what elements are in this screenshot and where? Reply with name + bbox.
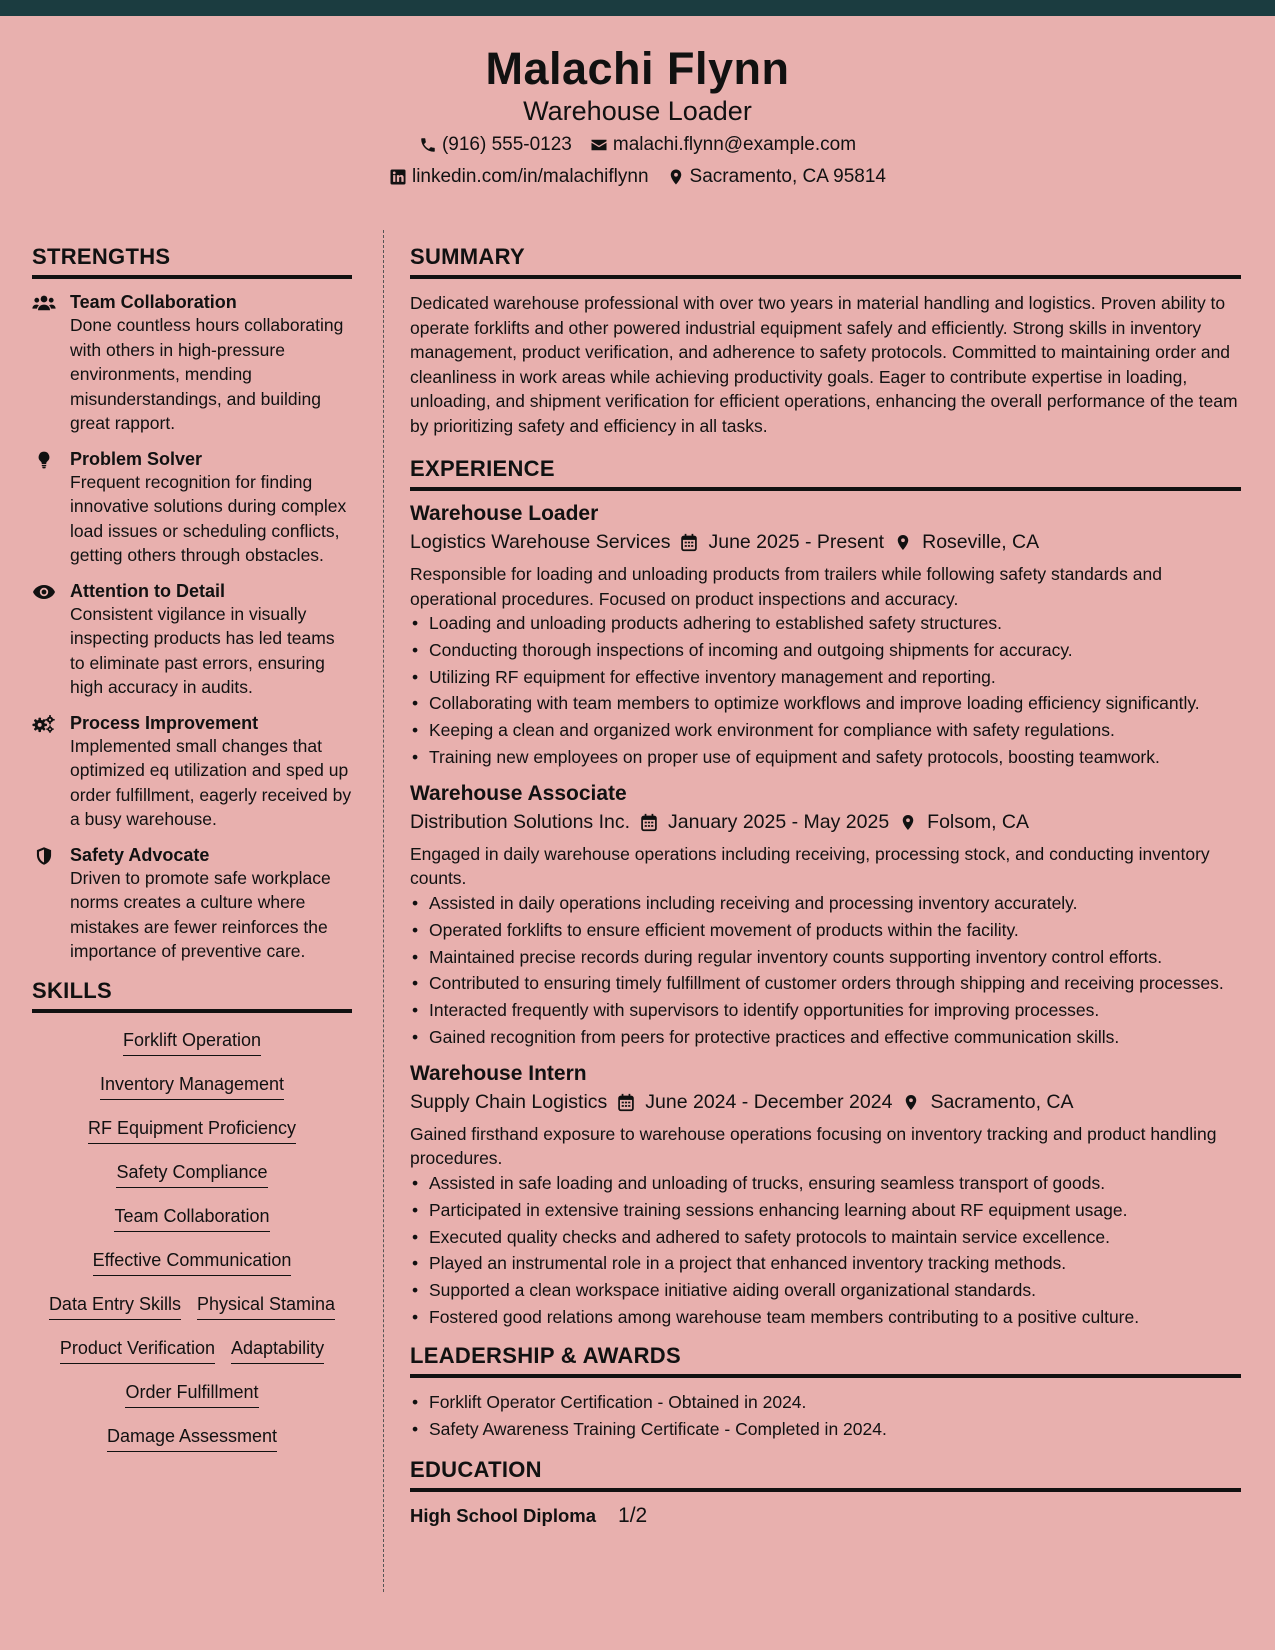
leadership-list [410, 1390, 1241, 1441]
skill-tag: RF Equipment Proficiency [88, 1117, 296, 1144]
candidate-role: Warehouse Loader [523, 96, 752, 126]
skill-tag: Damage Assessment [107, 1425, 277, 1452]
list-item: • Interacted frequently with supervisors to identify opportunities for improving processes. [410, 998, 1241, 1022]
list-item: • Contributed to ensuring timely fulfillment of customer orders through shipping and receiving processes. [410, 971, 1241, 995]
education-heading: EDUCATION [410, 1457, 1241, 1492]
resume-header [0, 16, 1275, 204]
job-description: Engaged in daily warehouse operations including receiving, processing stock, and conducting inventory counts. [410, 843, 1210, 889]
job-meta [410, 811, 1241, 834]
contact-row-1 [0, 134, 1275, 156]
strength-desc: Driven to promote safe workplace norms creates a culture where mistakes are fewer reinforces the importance of preventive care. [70, 867, 331, 961]
job-company: Supply Chain Logistics [410, 1090, 608, 1113]
job-bullets [410, 611, 1241, 769]
list-item: • Keeping a clean and organized work environment for compliance with safety regulations. [410, 718, 1241, 742]
column-divider [383, 230, 384, 1592]
strength-item [32, 712, 352, 832]
page-number: 1/2 [618, 1503, 648, 1527]
list-item: • Utilizing RF equipment for effective inventory management and reporting. [410, 665, 1241, 689]
list-item: • Fostered good relations among warehouse team members contributing to a positive culture. [410, 1305, 1241, 1329]
list-item: • Training new employees on proper use of equipment and safety protocols, boosting teamwork. [410, 745, 1241, 769]
email-contact[interactable] [590, 134, 856, 156]
job-location: Folsom, CA [927, 810, 1030, 833]
job-meta [410, 1091, 1241, 1114]
strength-item [32, 291, 352, 436]
job-company: Distribution Solutions Inc. [410, 810, 631, 833]
map-pin-icon [667, 168, 685, 186]
skill-tag: Physical Stamina [197, 1293, 335, 1320]
calendar-icon [680, 533, 698, 552]
list-item: • Assisted in daily operations including receiving and processing inventory accurately. [410, 891, 1241, 915]
skills-list [32, 1025, 352, 1452]
calendar-icon [640, 813, 658, 832]
job-entry [410, 781, 1241, 1049]
top-bar [0, 0, 1275, 16]
skill-tag: Team Collaboration [114, 1205, 269, 1232]
summary-heading: SUMMARY [410, 244, 1241, 279]
phone-icon [419, 136, 437, 154]
list-item: • Operated forklifts to ensure efficient movement of products within the facility. [410, 918, 1241, 942]
job-title: Warehouse Loader [410, 502, 599, 525]
education-degree: High School Diploma [410, 1504, 597, 1526]
location-text: Sacramento, CA 95814 [689, 166, 887, 187]
list-item: • Collaborating with team members to optimize workflows and improve loading efficiency significantly. [410, 691, 1241, 715]
email-text[interactable]: malachi.flynn@example.com [612, 134, 857, 155]
list-item: • Loading and unloading products adhering to established safety structures. [410, 611, 1241, 635]
list-item: • Participated in extensive training sessions enhancing learning about RF equipment usage. [410, 1198, 1241, 1222]
linkedin-text[interactable]: linkedin.com/in/malachiflynn [411, 166, 649, 187]
strength-item [32, 448, 352, 568]
job-dates: January 2025 - May 2025 [668, 810, 890, 833]
strength-desc: Consistent vigilance in visually inspecting products has led teams to eliminate past errors, ensuring high accuracy in audits. [70, 603, 335, 697]
strength-title: Safety Advocate [70, 844, 210, 865]
education-entry [410, 1504, 1241, 1528]
linkedin-icon [389, 168, 407, 186]
strength-item [32, 580, 352, 700]
shield-icon [32, 846, 56, 866]
strength-desc: Implemented small changes that optimized eq utilization and sped up order fulfillment, eagerly received by a busy warehouse. [70, 735, 352, 829]
lightbulb-icon [32, 450, 56, 470]
job-bullets [410, 891, 1241, 1049]
list-item: • Supported a clean workspace initiative aiding overall organizational standards. [410, 1278, 1241, 1302]
skill-tag: Inventory Management [100, 1073, 284, 1100]
phone-text: (916) 555-0123 [441, 134, 572, 155]
map-pin-icon [894, 533, 912, 552]
job-title: Warehouse Associate [410, 781, 627, 805]
job-dates: June 2025 - Present [708, 531, 885, 553]
skill-tag: Data Entry Skills [49, 1293, 181, 1320]
job-title: Warehouse Intern [410, 1061, 587, 1085]
skill-tag: Forklift Operation [123, 1029, 261, 1056]
map-pin-icon [899, 813, 917, 832]
strength-desc: Frequent recognition for finding innovative solutions during complex load issues or scheduling conflicts, getting others through obstacles. [70, 471, 347, 565]
skill-tag: Adaptability [231, 1337, 324, 1364]
job-location: Sacramento, CA [930, 1090, 1074, 1113]
map-pin-icon [902, 1093, 920, 1112]
calendar-icon [617, 1093, 635, 1112]
job-meta [410, 531, 1241, 554]
leadership-heading: LEADERSHIP & AWARDS [410, 1343, 1241, 1378]
job-entry [410, 501, 1241, 769]
strength-title: Attention to Detail [70, 580, 225, 601]
skill-tag: Product Verification [60, 1337, 215, 1364]
list-item: • Safety Awareness Training Certificate - Completed in 2024. [410, 1417, 1241, 1441]
strength-item [32, 844, 352, 964]
skill-tag: Effective Communication [93, 1249, 292, 1276]
strength-title: Process Improvement [70, 712, 259, 733]
experience-heading: EXPERIENCE [410, 456, 1241, 491]
job-location: Roseville, CA [922, 531, 1040, 553]
strength-title: Team Collaboration [70, 292, 237, 312]
envelope-icon [590, 136, 608, 154]
list-item: • Forklift Operator Certification - Obtained in 2024. [410, 1390, 1241, 1414]
left-column [32, 244, 352, 1469]
job-dates: June 2024 - December 2024 [645, 1090, 893, 1113]
candidate-name: Malachi Flynn [485, 43, 790, 94]
contact-row-2 [0, 166, 1275, 188]
skill-tag: Order Fulfillment [125, 1381, 258, 1408]
job-entry [410, 1061, 1241, 1329]
list-item: • Executed quality checks and adhered to safety protocols to maintain service excellence. [410, 1225, 1241, 1249]
list-item: • Played an instrumental role in a project that enhanced inventory tracking methods. [410, 1251, 1241, 1275]
users-icon [32, 293, 56, 313]
strength-title: Problem Solver [70, 448, 203, 469]
strength-desc: Done countless hours collaborating with others in high-pressure environments, mending misunderstandings, and building great rapport. [70, 315, 344, 433]
job-description: Gained firsthand exposure to warehouse operations focusing on inventory tracking and product handling procedures. [410, 1123, 1217, 1169]
gears-icon [32, 714, 56, 734]
job-description: Responsible for loading and unloading products from trailers while following safety standards and operational procedures. Focused on product inspections and accuracy. [410, 564, 1162, 609]
summary-text: Dedicated warehouse professional with over two years in material handling and logistics. Proven ability to operate forklifts and other powered industrial equipment safely and efficiently. Strong skills in inventory management, product verification, and adherence to safety protocols. Committed to maintaining order and cleanliness in work areas while achieving productivity goals. Eager to contribute expertise in loading, unloading, and shipment verification for efficient operations, enhancing the overall performance of the team by prioritizing safety and efficiency in all tasks. [410, 293, 1238, 436]
list-item: • Maintained precise records during regular inventory counts supporting inventory control efforts. [410, 945, 1241, 969]
location-contact [667, 166, 886, 188]
right-column [410, 244, 1241, 1528]
eye-icon [32, 582, 56, 602]
list-item: • Assisted in safe loading and unloading of trucks, ensuring seamless transport of goods. [410, 1171, 1241, 1195]
phone-contact [419, 134, 572, 156]
skill-tag: Safety Compliance [116, 1161, 267, 1188]
job-bullets [410, 1171, 1241, 1329]
linkedin-contact[interactable] [389, 166, 649, 188]
job-company: Logistics Warehouse Services [410, 531, 671, 553]
strengths-heading: STRENGTHS [32, 244, 352, 279]
skills-heading: SKILLS [32, 978, 352, 1013]
list-item: • Gained recognition from peers for protective practices and effective communication skills. [410, 1025, 1241, 1049]
list-item: • Conducting thorough inspections of incoming and outgoing shipments for accuracy. [410, 638, 1241, 662]
